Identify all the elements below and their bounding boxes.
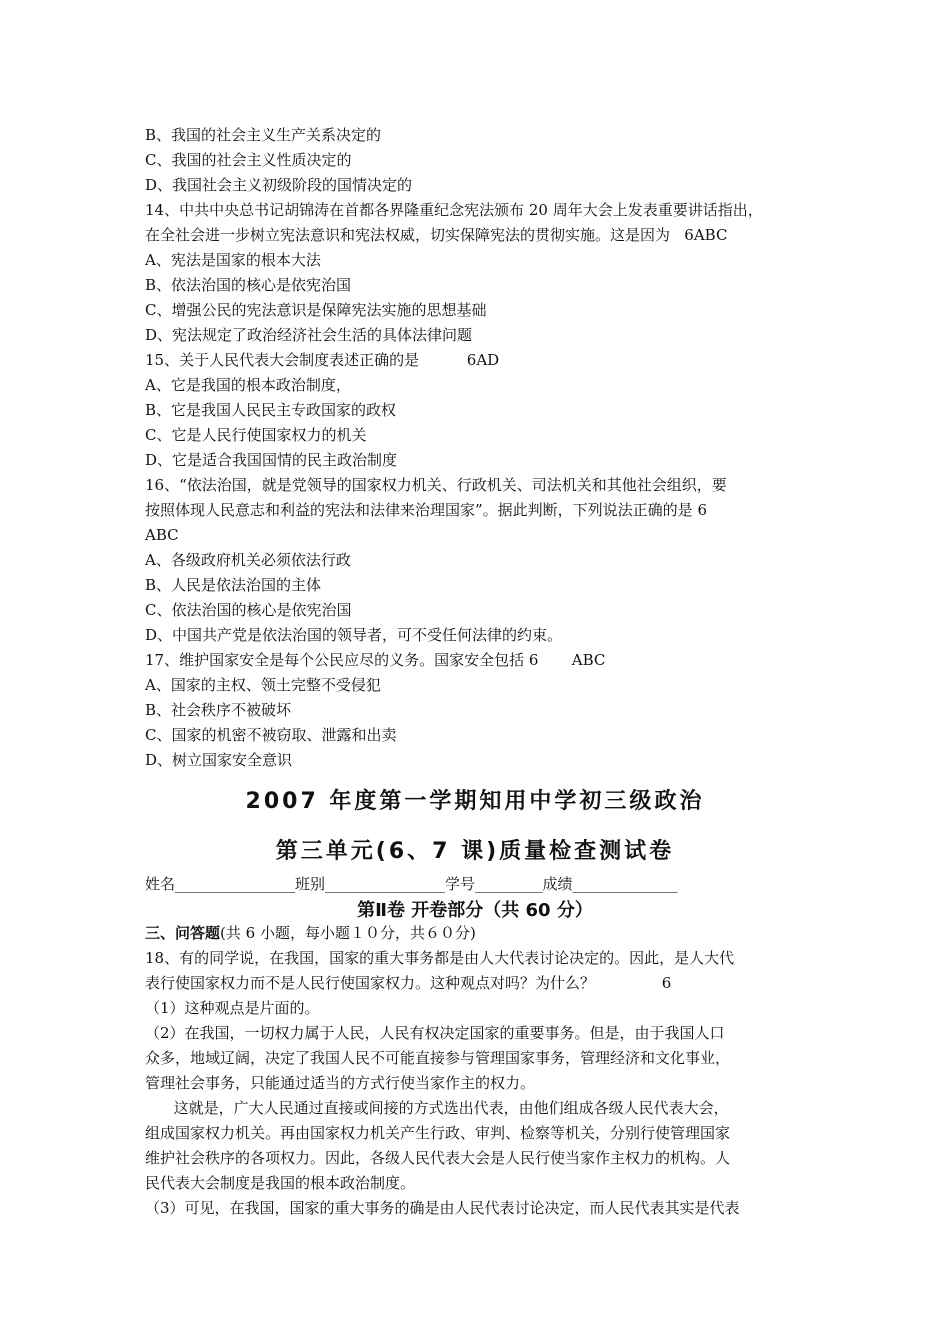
q17-option-a: A、国家的主权、领土完整不受侵犯 (145, 676, 381, 694)
q17-option-b: B、社会秩序不被破坏 (145, 701, 292, 719)
q18-answer-1: （1）这种观点是片面的。 (145, 999, 320, 1017)
q17-option-d: D、树立国家安全意识 (145, 751, 293, 769)
q16-stem-line3: ABC (145, 526, 179, 544)
q18-paragraph-line1: 这就是，广大人民通过直接或间接的方式选出代表，由他们组成各级人民代表大会， (145, 1099, 729, 1117)
q18-paragraph-line2: 组成国家权力机关。再由国家权力机关产生行政、审判、检察等机关，分别行使管理国家 (145, 1124, 731, 1142)
q14-stem-line1: 14、中共中央总书记胡锦涛在首都各界隆重纪念宪法颁布 20 周年大会上发表重要讲话指出， (145, 201, 763, 219)
q14-option-d: D、宪法规定了政治经济社会生活的具体法律问题 (145, 326, 473, 344)
q17-option-c: C、国家的机密不被窃取、泄露和出卖 (145, 726, 397, 744)
q14-option-c: C、增强公民的宪法意识是保障宪法实施的思想基础 (145, 301, 487, 319)
q16-option-a: A、各级政府机关必须依法行政 (145, 551, 351, 569)
q16-stem-line2: 按照体现人民意志和利益的宪法和法律来治理国家”。据此判断，下列说法正确的是 6 (145, 501, 707, 519)
part3-heading-bold: 三、问答题 (145, 924, 221, 942)
q18-stem-line1: 18、有的同学说，在我国，国家的重大事务都是由人大代表讨论决定的。因此，是人大代 (145, 949, 735, 967)
q18-paragraph-line3: 维护社会秩序的各项权力。因此，各级人民代表大会是人民行使当家作主权力的机构。人 (145, 1149, 731, 1167)
exam-title-line2: 第三单元(6、7 课)质量检查测试卷 (275, 839, 675, 864)
exam-title-line1: 2007 年度第一学期知用中学初三级政治 (245, 789, 705, 814)
q14-option-b: B、依法治国的核心是依宪治国 (145, 276, 352, 294)
q18-paragraph-line4: 民代表大会制度是我国的根本政治制度。 (145, 1174, 416, 1192)
q13-option-d: D、我国社会主义初级阶段的国情决定的 (145, 176, 413, 194)
q16-option-d: D、中国共产党是依法治国的领导者，可不受任何法律的约束。 (145, 626, 563, 644)
q18-stem-line2: 表行使国家权力而不是人民行使国家权力。这种观点对吗？为什么？ 6 (145, 974, 672, 992)
q14-option-a: A、宪法是国家的根本大法 (145, 251, 321, 269)
q15-option-b: B、它是我国人民民主专政国家的政权 (145, 401, 397, 419)
q17-stem: 17、维护国家安全是每个公民应尽的义务。国家安全包括 6 ABC (145, 651, 606, 669)
q15-stem: 15、关于人民代表大会制度表述正确的是 6AD (145, 351, 500, 369)
part3-heading (145, 922, 476, 944)
q15-option-d: D、它是适合我国国情的民主政治制度 (145, 451, 398, 469)
section-heading: 第Ⅱ卷 开卷部分（共 60 分） (357, 900, 593, 921)
q18-answer-2-line3: 管理社会事务，只能通过适当的方式行使当家作主的权力。 (145, 1074, 536, 1092)
q13-option-b: B、我国的社会主义生产关系决定的 (145, 126, 382, 144)
q18-answer-2-line2: 众多，地域辽阔，决定了我国人民不可能直接参与管理国家事务，管理经济和文化事业， (145, 1049, 731, 1067)
q13-option-c: C、我国的社会主义性质决定的 (145, 151, 352, 169)
q18-answer-2-line1: （2）在我国，一切权力属于人民，人民有权决定国家的重要事务。但是，由于我国人口 (145, 1024, 725, 1042)
q16-option-b: B、人民是依法治国的主体 (145, 576, 322, 594)
student-info-line: 姓名________________班别________________学号_________成绩______________ (145, 875, 678, 893)
q15-option-c: C、它是人民行使国家权力的机关 (145, 426, 367, 444)
q14-stem-line2: 在全社会进一步树立宪法意识和宪法权威，切实保障宪法的贯彻实施。这是因为 6ABC (145, 226, 728, 244)
q15-option-a: A、它是我国的根本政治制度， (145, 376, 351, 394)
part3-heading-rest: (共 6 小题，每小题１０分，共６０分) (220, 924, 476, 942)
q16-option-c: C、依法治国的核心是依宪治国 (145, 601, 352, 619)
q18-answer-3-line1: （3）可见，在我国，国家的重大事务的确是由人民代表讨论决定，而人民代表其实是代表 (145, 1199, 740, 1217)
q16-stem-line1: 16、“依法治国，就是党领导的国家权力机关、行政机关、司法机关和其他社会组织，要 (145, 476, 727, 494)
